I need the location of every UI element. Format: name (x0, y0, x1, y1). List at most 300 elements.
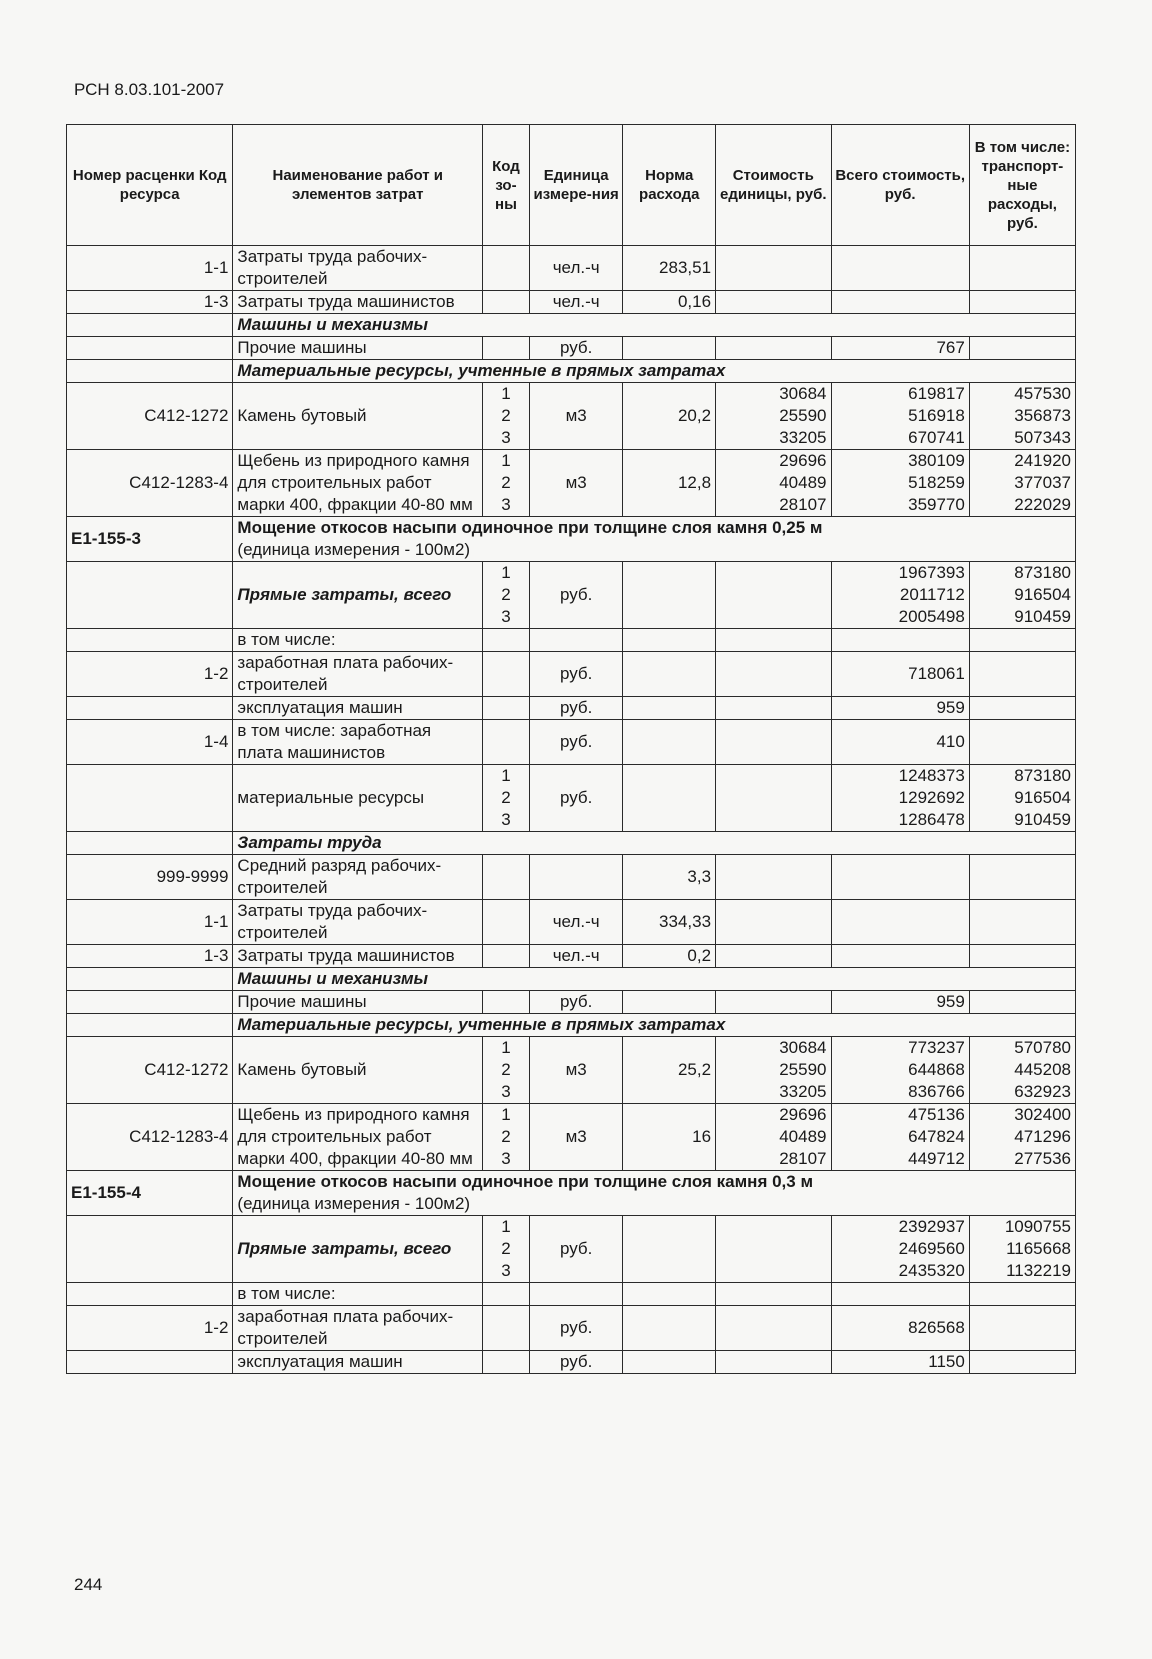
total-cost: 773237 (908, 1038, 965, 1057)
table-row (67, 562, 1076, 629)
transport-cost: 873180 (1014, 766, 1071, 785)
group-header-row (67, 1014, 1076, 1037)
work-name: Прочие машины (233, 337, 483, 360)
section-header-row (67, 517, 1076, 562)
work-name: Затраты труда рабочих-строителей (233, 900, 483, 945)
group-title: Материальные ресурсы, учтенные в прямых затратах (233, 360, 1076, 383)
transport-cost: 222029 (1014, 495, 1071, 514)
total-cost-cell (831, 629, 969, 652)
work-name: Щебень из природного камня для строительных работ марки 400, фракции 40-80 мм (233, 1104, 483, 1171)
norm (623, 652, 716, 697)
unit-cost: 29696 (779, 451, 827, 470)
transport-cost: 457530 (1014, 384, 1071, 403)
total-cost: 2392937 (898, 1217, 965, 1236)
norm: 0,2 (623, 945, 716, 968)
table-row (67, 1104, 1076, 1171)
unit-cost-cell (716, 765, 831, 832)
total-cost: 1286478 (898, 810, 965, 829)
unit-cost-cell (716, 450, 831, 517)
transport-cost-cell (969, 1216, 1075, 1283)
total-cost: 647824 (908, 1127, 965, 1146)
total-cost-cell (831, 383, 969, 450)
zone-code: 2 (501, 1127, 511, 1146)
zone-code-cell (483, 991, 530, 1014)
total-cost-cell (831, 900, 969, 945)
total-cost-cell (831, 1306, 969, 1351)
zone-code-cell (483, 652, 530, 697)
zone-code: 3 (501, 1261, 511, 1280)
table-row (67, 720, 1076, 765)
transport-cost-cell (969, 1306, 1075, 1351)
total-cost-cell (831, 562, 969, 629)
table-row (67, 855, 1076, 900)
table-row (67, 900, 1076, 945)
code-cell (67, 832, 233, 855)
unit: чел.-ч (529, 945, 623, 968)
transport-cost-cell (969, 855, 1075, 900)
unit: м3 (529, 1037, 623, 1104)
zone-code: 3 (501, 607, 511, 626)
total-cost: 1150 (928, 1352, 965, 1371)
col-header-unit-cost: Стоимость единицы, руб. (716, 125, 831, 246)
total-cost-cell (831, 337, 969, 360)
unit-cost-cell (716, 900, 831, 945)
norm: 3,3 (623, 855, 716, 900)
transport-cost: 632923 (1014, 1082, 1071, 1101)
total-cost-cell (831, 1037, 969, 1104)
resource-code (67, 991, 233, 1014)
norm (623, 765, 716, 832)
work-name: в том числе: (233, 629, 483, 652)
resource-code: 1-2 (67, 1306, 233, 1351)
norm (623, 1306, 716, 1351)
transport-cost-cell (969, 629, 1075, 652)
group-header-row (67, 968, 1076, 991)
norm (623, 1216, 716, 1283)
code-cell (67, 968, 233, 991)
zone-code-cell (483, 246, 530, 291)
unit-cost: 40489 (779, 1127, 827, 1146)
zone-code-cell (483, 697, 530, 720)
resource-code: 1-1 (67, 900, 233, 945)
resource-code: 1-2 (67, 652, 233, 697)
unit-cost-cell (716, 1216, 831, 1283)
zone-code-cell (483, 900, 530, 945)
work-name: Щебень из природного камня для строительных работ марки 400, фракции 40-80 мм (233, 450, 483, 517)
section-title-main: Мощение откосов насыпи одиночное при толщине слоя камня 0,25 м (237, 518, 823, 537)
zone-code: 2 (501, 1060, 511, 1079)
code-cell (67, 1014, 233, 1037)
total-cost: 1292692 (898, 788, 965, 807)
table-row (67, 765, 1076, 832)
unit-cost: 33205 (779, 1082, 827, 1101)
total-cost-cell (831, 246, 969, 291)
section-title (233, 517, 1076, 562)
unit-cost-cell (716, 652, 831, 697)
transport-cost: 507343 (1014, 428, 1071, 447)
transport-cost-cell (969, 1104, 1075, 1171)
zone-code: 3 (501, 1149, 511, 1168)
resource-code (67, 337, 233, 360)
total-cost-cell (831, 652, 969, 697)
zone-code-cell (483, 450, 530, 517)
resource-code: С412-1272 (67, 383, 233, 450)
transport-cost: 1132219 (1006, 1261, 1071, 1280)
unit-cost-cell (716, 246, 831, 291)
total-cost-cell (831, 450, 969, 517)
table-row (67, 991, 1076, 1014)
col-header-name: Наименование работ и элементов затрат (233, 125, 483, 246)
total-cost-cell (831, 291, 969, 314)
total-cost: 2435320 (898, 1261, 965, 1280)
transport-cost-cell (969, 720, 1075, 765)
work-name: Камень бутовый (233, 383, 483, 450)
transport-cost-cell (969, 450, 1075, 517)
total-cost-cell (831, 1351, 969, 1374)
unit-cost: 40489 (779, 473, 827, 492)
zone-code-cell (483, 765, 530, 832)
zone-code: 3 (501, 810, 511, 829)
work-name: Затраты труда машинистов (233, 945, 483, 968)
unit: м3 (529, 1104, 623, 1171)
work-name: материальные ресурсы (233, 765, 483, 832)
zone-code-cell (483, 1216, 530, 1283)
unit-cost-cell (716, 383, 831, 450)
section-title-main: Мощение откосов насыпи одиночное при толщине слоя камня 0,3 м (237, 1172, 814, 1191)
total-cost-cell (831, 720, 969, 765)
total-cost-cell (831, 855, 969, 900)
transport-cost-cell (969, 246, 1075, 291)
total-cost-cell (831, 697, 969, 720)
group-title: Затраты труда (233, 832, 1076, 855)
transport-cost: 445208 (1014, 1060, 1071, 1079)
resource-code: 1-3 (67, 945, 233, 968)
table-row (67, 652, 1076, 697)
total-cost: 836766 (908, 1082, 965, 1101)
norm: 0,16 (623, 291, 716, 314)
unit: м3 (529, 383, 623, 450)
zone-code-cell (483, 945, 530, 968)
rate-code: Е1-155-4 (67, 1171, 233, 1216)
unit-cost-cell (716, 1351, 831, 1374)
norm: 12,8 (623, 450, 716, 517)
table-row (67, 337, 1076, 360)
unit: чел.-ч (529, 291, 623, 314)
total-cost-cell (831, 945, 969, 968)
zone-code: 3 (501, 428, 511, 447)
col-header-total: Всего стоимость, руб. (831, 125, 969, 246)
resource-code (67, 765, 233, 832)
total-cost: 2469560 (898, 1239, 965, 1258)
zone-code-cell (483, 720, 530, 765)
zone-code: 1 (501, 1105, 511, 1124)
rate-code: Е1-155-3 (67, 517, 233, 562)
unit (529, 629, 623, 652)
rates-table (66, 124, 1076, 1374)
total-cost: 359770 (908, 495, 965, 514)
work-name: в том числе: (233, 1283, 483, 1306)
resource-code (67, 697, 233, 720)
unit-cost-cell (716, 1306, 831, 1351)
transport-cost: 1165668 (1006, 1239, 1071, 1258)
zone-code: 1 (501, 1038, 511, 1057)
unit-cost-cell (716, 337, 831, 360)
transport-cost: 910459 (1014, 607, 1071, 626)
transport-cost-cell (969, 697, 1075, 720)
code-cell (67, 314, 233, 337)
resource-code: 1-3 (67, 291, 233, 314)
transport-cost: 356873 (1014, 406, 1071, 425)
zone-code-cell (483, 1351, 530, 1374)
col-header-transport: В том числе: транспорт-ные расходы, руб. (969, 125, 1075, 246)
zone-code-cell (483, 1306, 530, 1351)
table-row (67, 246, 1076, 291)
section-unit: (единица измерения - 100м2) (237, 1194, 471, 1213)
transport-cost-cell (969, 991, 1075, 1014)
zone-code: 2 (501, 1239, 511, 1258)
page-number: 244 (74, 1575, 103, 1594)
transport-cost: 916504 (1014, 788, 1071, 807)
zone-code-cell (483, 1104, 530, 1171)
section-header-row (67, 1171, 1076, 1216)
unit: руб. (529, 1306, 623, 1351)
unit-cost: 25590 (779, 406, 827, 425)
total-cost: 718061 (908, 664, 965, 683)
resource-code: 999-9999 (67, 855, 233, 900)
transport-cost: 910459 (1014, 810, 1071, 829)
zone-code-cell (483, 629, 530, 652)
unit (529, 1283, 623, 1306)
transport-cost: 241920 (1014, 451, 1071, 470)
group-header-row (67, 832, 1076, 855)
total-cost-cell (831, 765, 969, 832)
unit-cost: 28107 (779, 1149, 827, 1168)
zone-code: 3 (501, 1082, 511, 1101)
unit: руб. (529, 720, 623, 765)
total-cost: 2005498 (898, 607, 965, 626)
zone-code: 1 (501, 384, 511, 403)
table-header-row (67, 125, 1076, 246)
norm: 334,33 (623, 900, 716, 945)
zone-code-cell (483, 855, 530, 900)
zone-code: 1 (501, 451, 511, 470)
table-body (67, 246, 1076, 1374)
norm (623, 697, 716, 720)
zone-code-cell (483, 337, 530, 360)
unit: чел.-ч (529, 246, 623, 291)
total-cost: 767 (936, 338, 965, 357)
zone-code: 2 (501, 788, 511, 807)
work-name: заработная плата рабочих-строителей (233, 1306, 483, 1351)
transport-cost-cell (969, 1283, 1075, 1306)
work-name: эксплуатация машин (233, 697, 483, 720)
unit: руб. (529, 652, 623, 697)
code-cell (67, 360, 233, 383)
transport-cost-cell (969, 383, 1075, 450)
total-cost: 410 (936, 732, 965, 751)
unit-cost-cell (716, 1283, 831, 1306)
work-name: Прямые затраты, всего (233, 1216, 483, 1283)
unit-cost: 30684 (779, 1038, 827, 1057)
work-name: Прочие машины (233, 991, 483, 1014)
unit-cost-cell (716, 720, 831, 765)
unit: руб. (529, 562, 623, 629)
table-row (67, 697, 1076, 720)
transport-cost-cell (969, 1037, 1075, 1104)
work-name: заработная плата рабочих-строителей (233, 652, 483, 697)
group-header-row (67, 314, 1076, 337)
unit-cost: 33205 (779, 428, 827, 447)
table-row (67, 1216, 1076, 1283)
unit-cost: 30684 (779, 384, 827, 403)
transport-cost: 873180 (1014, 563, 1071, 582)
table-row (67, 383, 1076, 450)
table-row (67, 629, 1076, 652)
zone-code: 1 (501, 563, 511, 582)
table-row (67, 1283, 1076, 1306)
group-header-row (67, 360, 1076, 383)
total-cost: 449712 (908, 1149, 965, 1168)
transport-cost-cell (969, 900, 1075, 945)
norm: 25,2 (623, 1037, 716, 1104)
group-title: Материальные ресурсы, учтенные в прямых затратах (233, 1014, 1076, 1037)
norm (623, 720, 716, 765)
group-title: Машины и механизмы (233, 314, 1076, 337)
zone-code: 2 (501, 473, 511, 492)
unit: руб. (529, 765, 623, 832)
total-cost: 1248373 (898, 766, 965, 785)
unit-cost-cell (716, 291, 831, 314)
norm (623, 337, 716, 360)
transport-cost-cell (969, 291, 1075, 314)
unit-cost-cell (716, 1104, 831, 1171)
norm (623, 562, 716, 629)
resource-code (67, 1283, 233, 1306)
transport-cost: 377037 (1014, 473, 1071, 492)
zone-code-cell (483, 1283, 530, 1306)
unit: руб. (529, 697, 623, 720)
zone-code: 1 (501, 1217, 511, 1236)
unit: руб. (529, 1351, 623, 1374)
norm (623, 629, 716, 652)
col-header-unit: Единица измере-ния (529, 125, 623, 246)
total-cost: 518259 (908, 473, 965, 492)
document-code: РСН 8.03.101-2007 (74, 80, 225, 99)
table-row (67, 450, 1076, 517)
transport-cost: 570780 (1014, 1038, 1071, 1057)
norm: 283,51 (623, 246, 716, 291)
work-name: Средний разряд рабочих-строителей (233, 855, 483, 900)
col-header-code: Номер расценки Код ресурса (67, 125, 233, 246)
work-name: Камень бутовый (233, 1037, 483, 1104)
norm (623, 991, 716, 1014)
section-unit: (единица измерения - 100м2) (237, 540, 471, 559)
unit-cost-cell (716, 1037, 831, 1104)
unit: руб. (529, 1216, 623, 1283)
resource-code (67, 562, 233, 629)
section-title (233, 1171, 1076, 1216)
unit: м3 (529, 450, 623, 517)
unit-cost-cell (716, 855, 831, 900)
total-cost: 959 (936, 992, 965, 1011)
resource-code: С412-1272 (67, 1037, 233, 1104)
norm: 20,2 (623, 383, 716, 450)
zone-code-cell (483, 291, 530, 314)
resource-code (67, 1216, 233, 1283)
unit-cost-cell (716, 562, 831, 629)
col-header-zone: Код зо-ны (483, 125, 530, 246)
unit-cost-cell (716, 697, 831, 720)
resource-code: 1-4 (67, 720, 233, 765)
table-row (67, 1351, 1076, 1374)
unit: руб. (529, 991, 623, 1014)
unit-cost-cell (716, 629, 831, 652)
total-cost: 380109 (908, 451, 965, 470)
total-cost: 2011712 (899, 585, 965, 604)
work-name: Прямые затраты, всего (233, 562, 483, 629)
total-cost: 644868 (908, 1060, 965, 1079)
transport-cost-cell (969, 562, 1075, 629)
transport-cost-cell (969, 1351, 1075, 1374)
table-row (67, 291, 1076, 314)
unit-cost: 25590 (779, 1060, 827, 1079)
zone-code-cell (483, 383, 530, 450)
work-name: Затраты труда машинистов (233, 291, 483, 314)
zone-code-cell (483, 562, 530, 629)
transport-cost-cell (969, 765, 1075, 832)
total-cost: 670741 (908, 428, 965, 447)
unit (529, 855, 623, 900)
resource-code (67, 1351, 233, 1374)
resource-code: 1-1 (67, 246, 233, 291)
unit-cost: 28107 (779, 495, 827, 514)
total-cost: 619817 (908, 384, 965, 403)
norm: 16 (623, 1104, 716, 1171)
transport-cost: 916504 (1014, 585, 1071, 604)
resource-code: С412-1283-4 (67, 1104, 233, 1171)
norm (623, 1351, 716, 1374)
total-cost: 1967393 (898, 563, 965, 582)
resource-code (67, 629, 233, 652)
resource-code: С412-1283-4 (67, 450, 233, 517)
unit: руб. (529, 337, 623, 360)
total-cost: 826568 (908, 1318, 965, 1337)
unit-cost-cell (716, 991, 831, 1014)
unit: чел.-ч (529, 900, 623, 945)
table-row (67, 1306, 1076, 1351)
zone-code-cell (483, 1037, 530, 1104)
total-cost-cell (831, 1104, 969, 1171)
unit-cost: 29696 (779, 1105, 827, 1124)
transport-cost: 1090755 (1004, 1217, 1071, 1236)
col-header-norm: Норма расхода (623, 125, 716, 246)
zone-code: 1 (501, 766, 511, 785)
work-name: эксплуатация машин (233, 1351, 483, 1374)
transport-cost-cell (969, 652, 1075, 697)
zone-code: 2 (501, 406, 511, 425)
transport-cost: 471296 (1014, 1127, 1071, 1146)
total-cost-cell (831, 991, 969, 1014)
total-cost: 516918 (908, 406, 965, 425)
total-cost-cell (831, 1216, 969, 1283)
work-name: в том числе: заработная плата машинистов (233, 720, 483, 765)
transport-cost: 302400 (1014, 1105, 1071, 1124)
table-row (67, 945, 1076, 968)
group-title: Машины и механизмы (233, 968, 1076, 991)
transport-cost-cell (969, 945, 1075, 968)
table-row (67, 1037, 1076, 1104)
norm (623, 1283, 716, 1306)
